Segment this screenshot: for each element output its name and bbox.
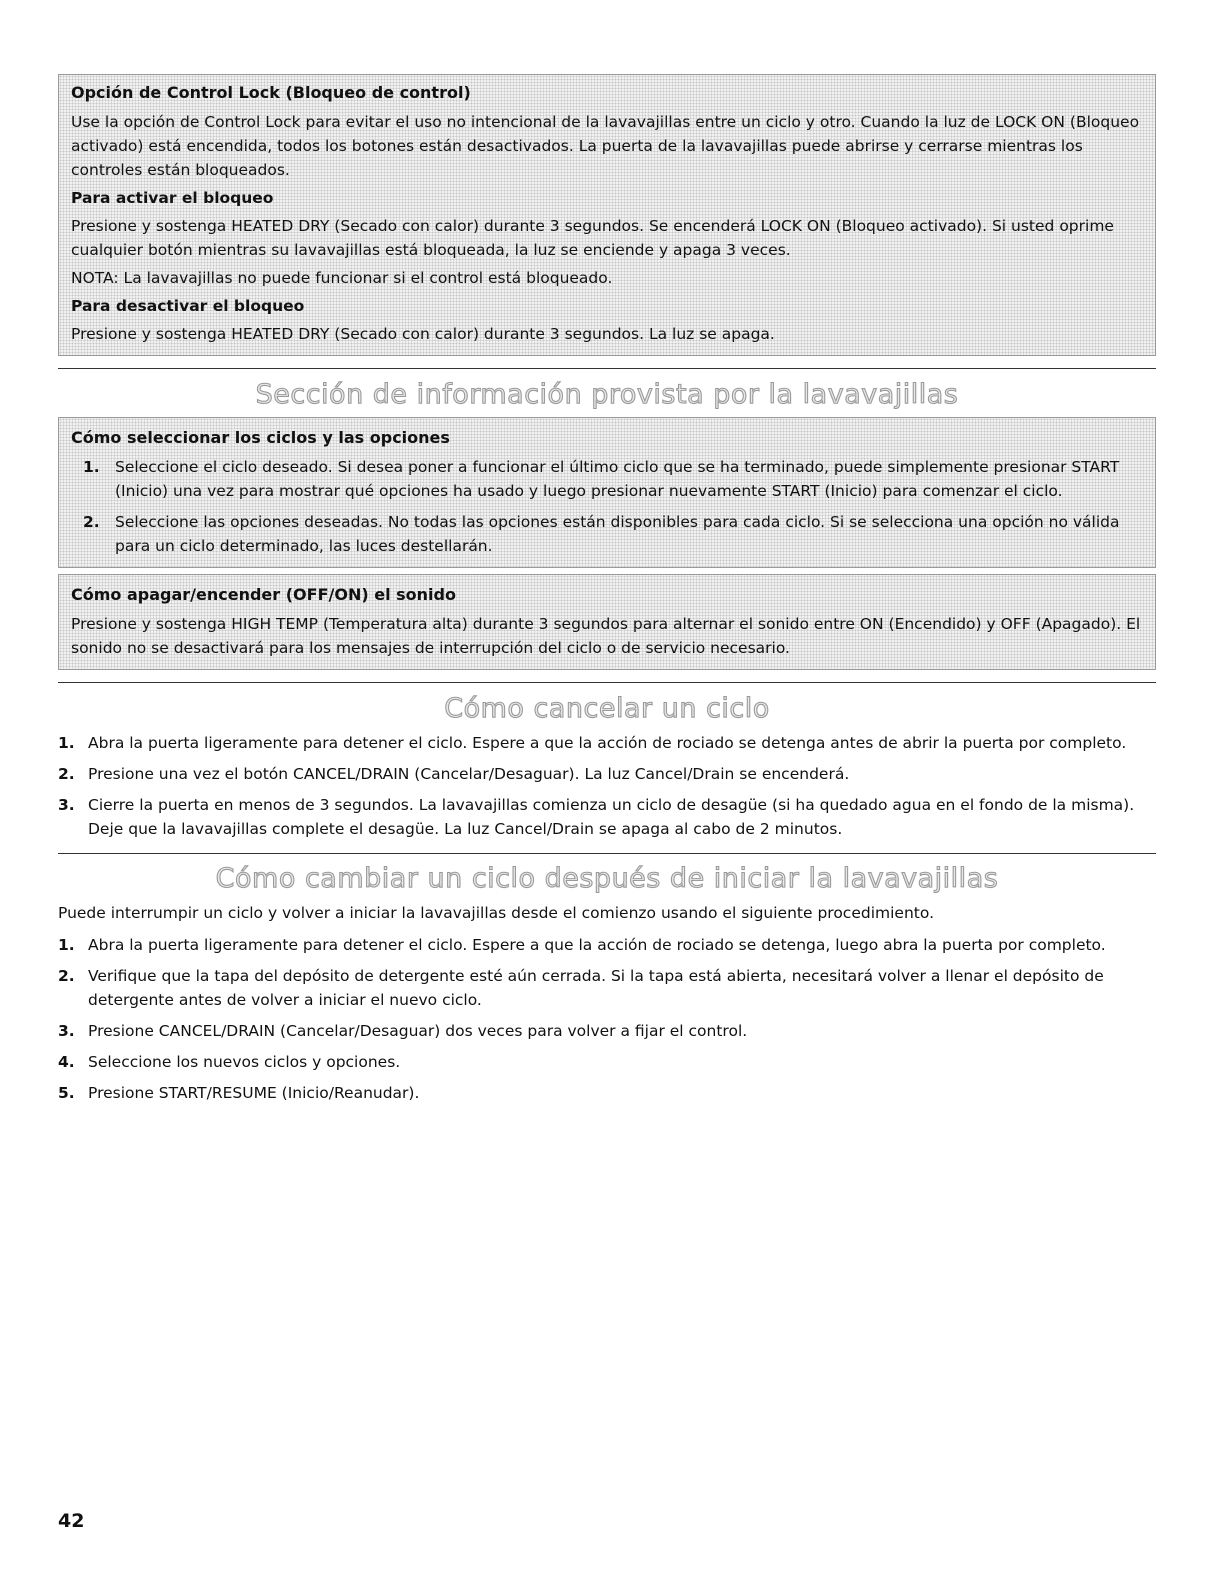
- list-item: [44, 731, 1156, 755]
- step-number: 4.: [58, 1053, 75, 1071]
- list-item: [44, 1019, 1156, 1043]
- step-number: 1.: [58, 734, 75, 752]
- step-text: Seleccione los nuevos ciclos y opciones.: [88, 1053, 401, 1071]
- select-cycles-title: Cómo seleccionar los ciclos y las opciones: [71, 428, 450, 447]
- step-number: 2.: [83, 513, 100, 531]
- step-text: Presione una vez el botón CANCEL/DRAIN (Cancelar/Desaguar). La luz Cancel/Drain se encenderá.: [88, 765, 850, 783]
- cancel-section: [58, 731, 1156, 841]
- change-section: [58, 901, 1156, 1105]
- lock-note-text: La lavavajillas no puede funcionar si el control está bloqueado.: [118, 269, 613, 287]
- sound-text: Presione y sostenga HIGH TEMP (Temperatura alta) durante 3 segundos para alternar el sonido entre ON (Encendido) y OFF (Apagado). El sonido no se desactivará para los mensajes de interrupción del ciclo o de servicio necesario.: [71, 615, 1141, 657]
- info-section-heading: Sección de información provista por la lavavajillas: [255, 379, 959, 410]
- activate-lock-text: Presione y sostenga HEATED DRY (Secado con calor) durante 3 segundos. Se encenderá LOCK ON (Bloqueo activado). Si usted oprime cualquier botón mientras su lavavajillas está bloqueada, la luz se enciende y apaga 3 veces.: [71, 217, 1114, 259]
- cancel-section-heading: Cómo cancelar un ciclo: [444, 693, 770, 724]
- select-cycles-box: [58, 417, 1156, 568]
- sound-title: Cómo apagar/encender (OFF/ON) el sonido: [71, 585, 456, 604]
- step-text: Presione CANCEL/DRAIN (Cancelar/Desaguar) dos veces para volver a fijar el control.: [88, 1022, 748, 1040]
- cancel-steps: [44, 731, 1156, 841]
- step-text: Presione START/RESUME (Inicio/Reanudar).: [88, 1084, 420, 1102]
- list-item: [71, 510, 1143, 558]
- step-number: 3.: [58, 1022, 75, 1040]
- list-item: [44, 762, 1156, 786]
- activate-lock-title: Para activar el bloqueo: [71, 189, 274, 207]
- change-steps: [44, 933, 1156, 1105]
- divider: [58, 682, 1156, 683]
- deactivate-lock-title: Para desactivar el bloqueo: [71, 297, 305, 315]
- step-text: Verifique que la tapa del depósito de detergente esté aún cerrada. Si la tapa está abierta, necesitará volver a llenar el depósito de detergente antes de volver a iniciar el nuevo ciclo.: [88, 967, 1104, 1009]
- step-number: 1.: [83, 458, 100, 476]
- list-item: [44, 964, 1156, 1012]
- list-item: [44, 1050, 1156, 1074]
- control-lock-title: Opción de Control Lock (Bloqueo de control): [71, 83, 471, 102]
- step-number: 5.: [58, 1084, 75, 1102]
- list-item: [44, 1081, 1156, 1105]
- step-text: Cierre la puerta en menos de 3 segundos. La lavavajillas comienza un ciclo de desagüe (si ha quedado agua en el fondo de la misma). Deje que la lavavajillas complete el desagüe. La luz Cancel/Drain se apaga al cabo de 2 minutos.: [88, 796, 1135, 838]
- step-number: 2.: [58, 765, 75, 783]
- step-text: Abra la puerta ligeramente para detener el ciclo. Espere a que la acción de rociado se detenga antes de abrir la puerta por completo.: [88, 734, 1127, 752]
- step-text: Seleccione el ciclo deseado. Si desea poner a funcionar el último ciclo que se ha terminado, puede simplemente presionar START (Inicio) una vez para mostrar qué opciones ha usado y luego presionar nuevamente START (Inicio) para comenzar el ciclo.: [115, 458, 1120, 500]
- divider: [58, 368, 1156, 369]
- select-cycles-steps: [71, 455, 1143, 558]
- lock-note-label: NOTA:: [71, 269, 119, 287]
- sound-box: [58, 574, 1156, 670]
- page-number: 42: [58, 1510, 85, 1532]
- change-section-heading: Cómo cambiar un ciclo después de iniciar la lavavajillas: [215, 863, 999, 894]
- divider: [58, 853, 1156, 854]
- change-intro: Puede interrumpir un ciclo y volver a iniciar la lavavajillas desde el comienzo usando el siguiente procedimiento.: [58, 904, 934, 922]
- step-text: Abra la puerta ligeramente para detener el ciclo. Espere a que la acción de rociado se detenga, luego abra la puerta por completo.: [88, 936, 1106, 954]
- deactivate-lock-text: Presione y sostenga HEATED DRY (Secado con calor) durante 3 segundos. La luz se apaga.: [71, 325, 775, 343]
- control-lock-box: [58, 74, 1156, 356]
- list-item: [44, 793, 1156, 841]
- step-number: 1.: [58, 936, 75, 954]
- step-text: Seleccione las opciones deseadas. No todas las opciones están disponibles para cada ciclo. Si se selecciona una opción no válida para un ciclo determinado, las luces destellarán.: [115, 513, 1120, 555]
- list-item: [71, 455, 1143, 503]
- step-number: 2.: [58, 967, 75, 985]
- list-item: [44, 933, 1156, 957]
- control-lock-intro: Use la opción de Control Lock para evitar el uso no intencional de la lavavajillas entre un ciclo y otro. Cuando la luz de LOCK ON (Bloqueo activado) está encendida, todos los botones están desactivados. La puerta de la lavavajillas puede abrirse y cerrarse mientras los controles están bloqueados.: [71, 113, 1140, 179]
- step-number: 3.: [58, 796, 75, 814]
- lock-note: [71, 266, 1143, 290]
- page-content: [58, 74, 1156, 1112]
